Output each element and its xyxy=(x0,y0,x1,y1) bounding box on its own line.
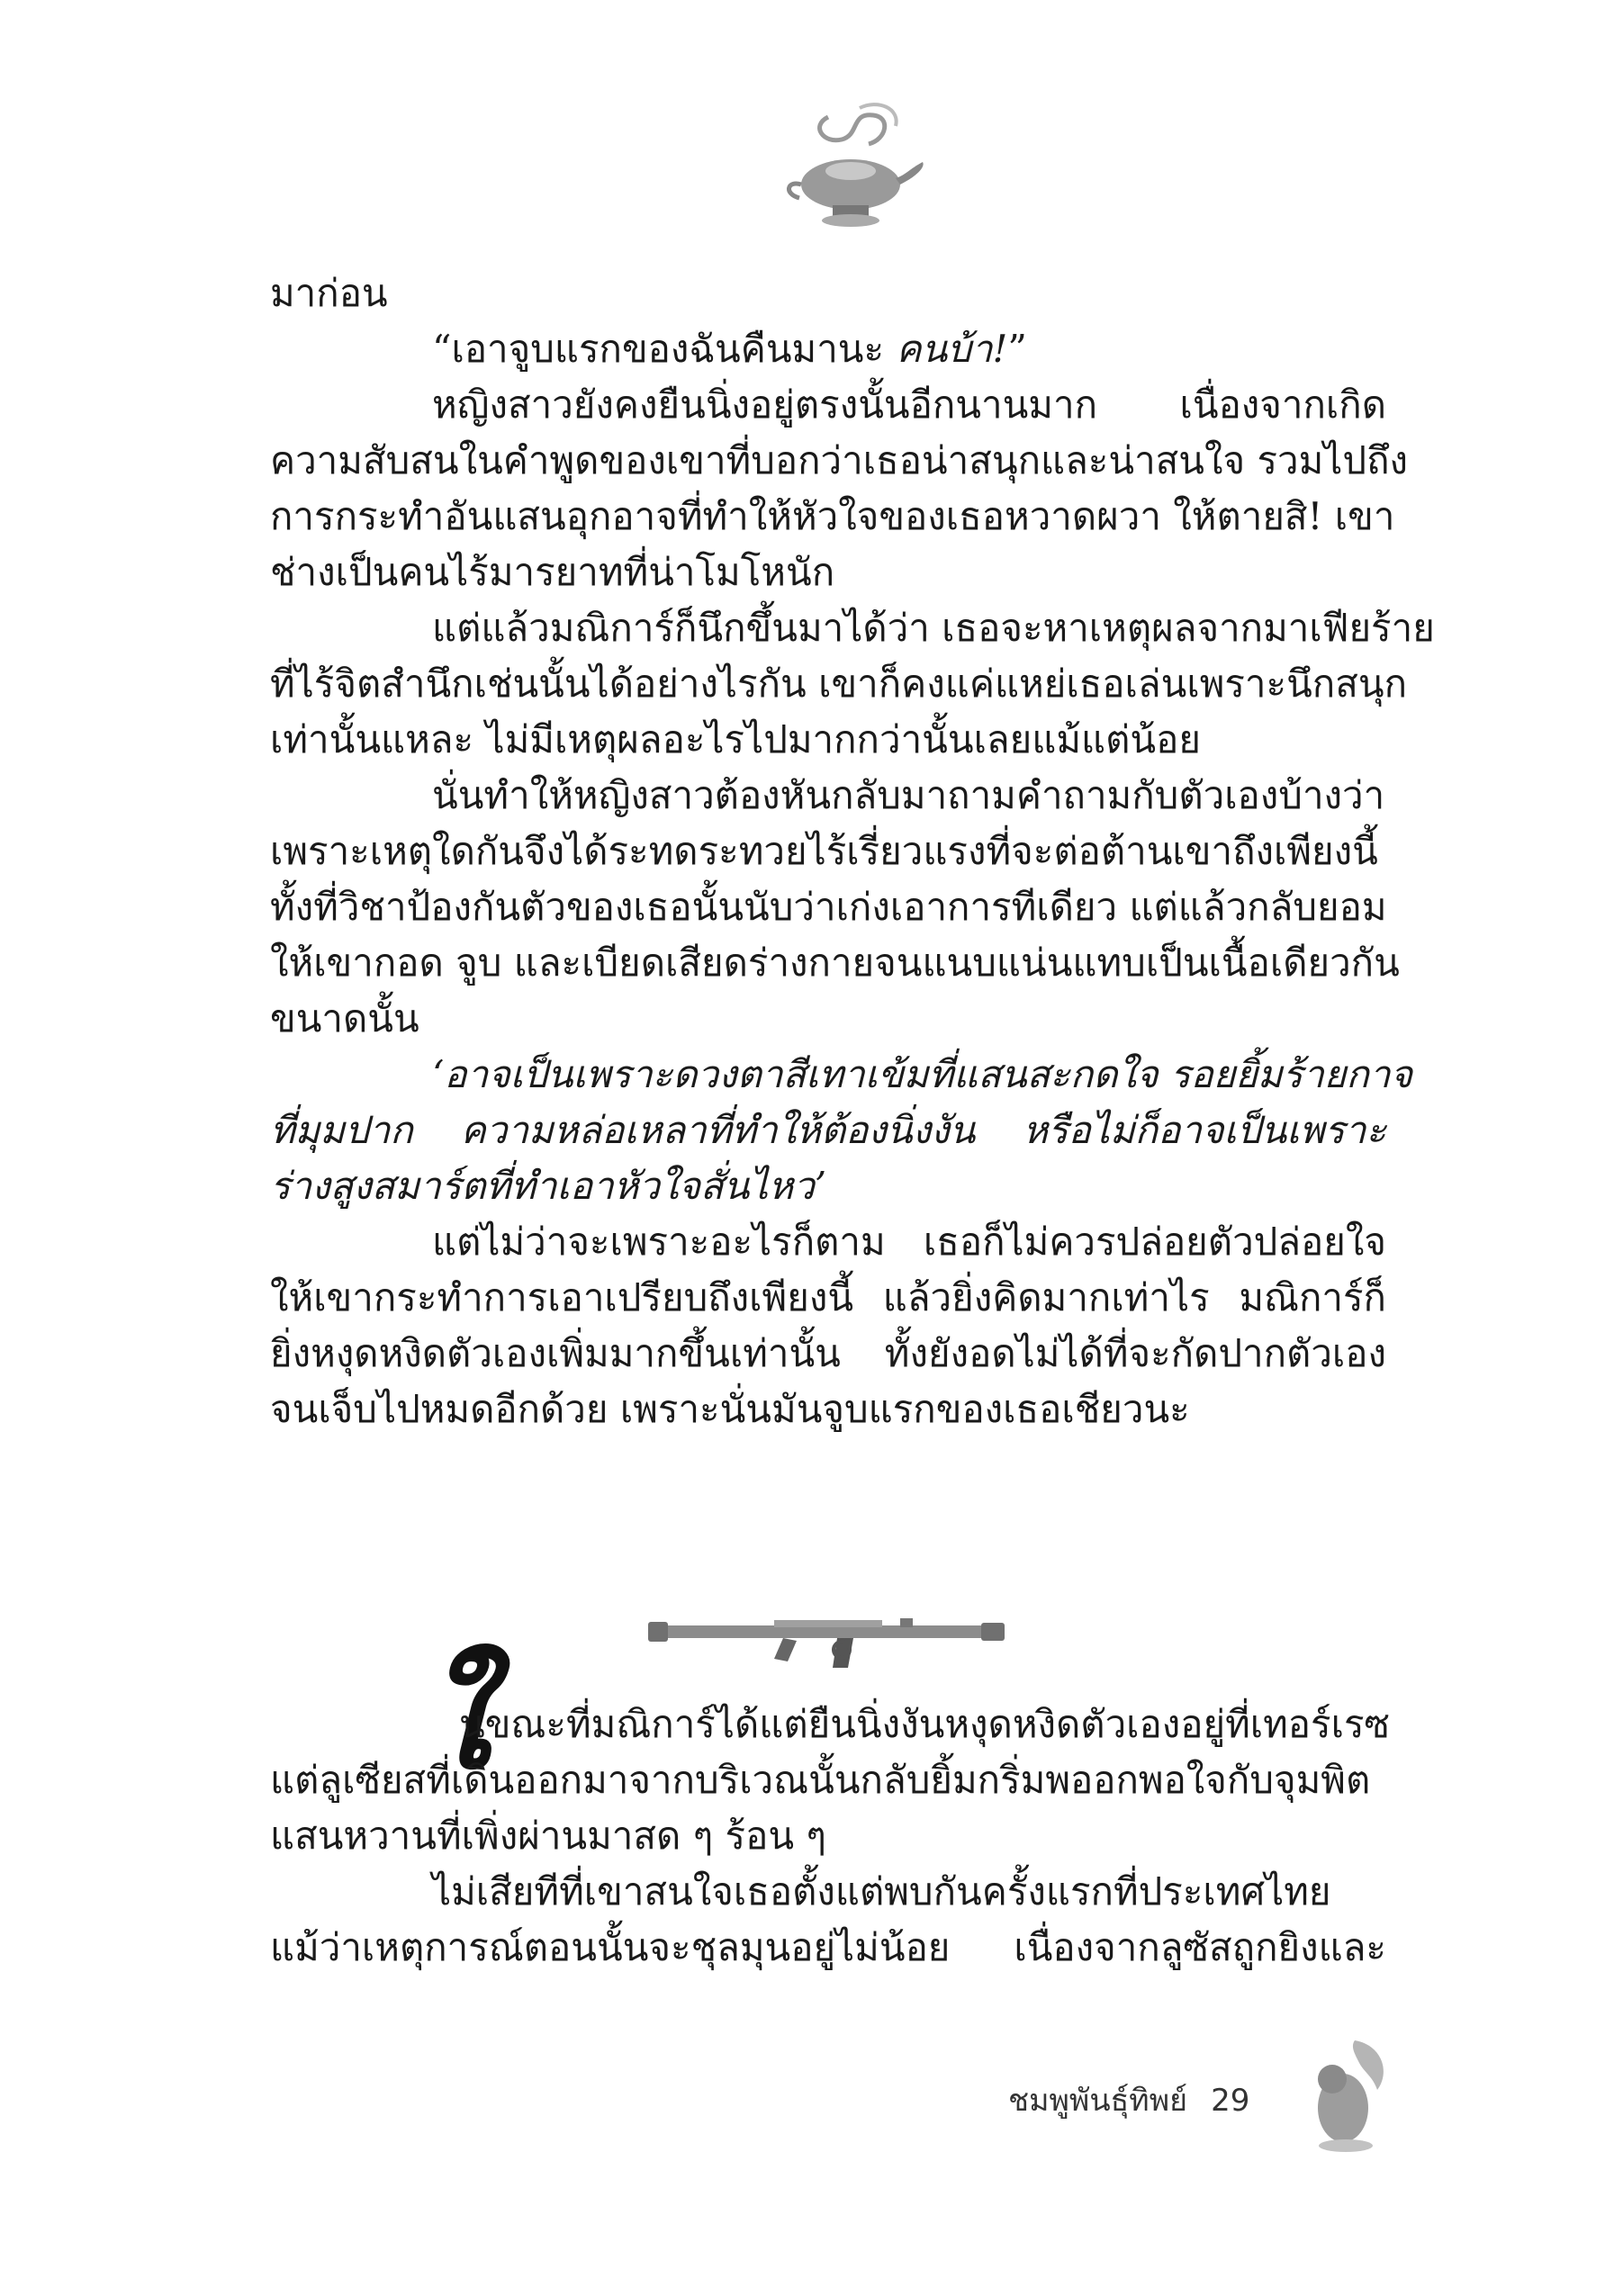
text-line: เท่านั้นแหละ ไม่มีเหตุผลอะไรไปมากกว่านั้นเลยแม้แต่น้อย xyxy=(270,717,1201,761)
squirrel-ornament xyxy=(1305,2036,1391,2153)
text-line: การกระทำอันแสนอุกอาจที่ทำให้หัวใจของเธอหวาดผวา ให้ตายสิ! เขา xyxy=(270,494,1395,538)
page-number: 29 xyxy=(1211,2083,1250,2119)
italic-text-line: ‘อาจเป็นเพราะดวงตาสีเทาเข้มที่แสนสะกดใจ รอยยิ้มร้ายกาจ xyxy=(432,1052,1413,1096)
italic-text-line: ที่มุมปาก ความหล่อเหลาที่ทำให้ต้องนิ่งงัน หรือไม่ก็อาจเป็นเพราะ xyxy=(270,1108,1386,1152)
text-line: นั่นทำให้หญิงสาวต้องหันกลับมาถามคำถามกับตัวเองบ้างว่า xyxy=(432,773,1385,817)
text-line: แม้ว่าเหตุการณ์ตอนนั้นจะชุลมุนอยู่ไม่น้อย เนื่องจากลูซัสถูกยิงและ xyxy=(270,1925,1386,1969)
book-title: ชมพูพันธุ์ทิพย์ xyxy=(1008,2083,1188,2119)
text-line: ให้เขากอด จูบ และเบียดเสียดร่างกายจนแนบแน่นแทบเป็นเนื้อเดียวกัน xyxy=(270,941,1400,985)
genie-lamp-ornament xyxy=(774,99,927,234)
text-line: ขนาดนั้น xyxy=(270,996,419,1040)
text-line: หญิงสาวยังคงยืนนิ่งอยู่ตรงนั้นอีกนานมาก เนื่องจากเกิด xyxy=(432,383,1386,427)
text-line xyxy=(270,321,1386,377)
text-line: ให้เขากระทำการเอาเปรียบถึงเพียงนี้ แล้วยิ่งคิดมากเท่าไร มณิการ์ก็ xyxy=(270,1275,1386,1319)
page-footer xyxy=(1008,2075,1249,2124)
bazooka-ornament xyxy=(648,1609,1008,1681)
text-line: ไม่เสียทีที่เขาสนใจเธอตั้งแต่พบกันครั้งแรกที่ประเทศไทย xyxy=(432,1869,1331,1913)
text-line: ยิ่งหงุดหงิดตัวเองเพิ่มมากขึ้นเท่านั้น ทั้งยังอดไม่ได้ที่จะกัดปากตัวเอง xyxy=(270,1331,1386,1375)
drop-cap: ใ xyxy=(423,1641,490,1799)
text-line: จนเจ็บไปหมดอีกด้วย เพราะนั่นมันจูบแรกของเธอเชียวนะ xyxy=(270,1387,1190,1431)
text-line: ทั้งที่วิชาป้องกันตัวของเธอนั้นนับว่าเก่งเอาการทีเดียว แต่แล้วกลับยอม xyxy=(270,885,1387,929)
text-line: แต่ไม่ว่าจะเพราะอะไรก็ตาม เธอก็ไม่ควรปล่อยตัวปล่อยใจ xyxy=(432,1220,1386,1264)
text-line: แต่แล้วมณิการ์ก็นึกขึ้นมาได้ว่า เธอจะหาเหตุผลจากมาเฟียร้าย xyxy=(432,606,1435,650)
dialogue-italic-text: คนบ้า! xyxy=(896,327,1008,371)
text-line: แสนหวานที่เพิ่งผ่านมาสด ๆ ร้อน ๆ xyxy=(270,1814,826,1858)
text-line: ช่างเป็นคนไร้มารยาทที่น่าโมโหนัก xyxy=(270,550,835,594)
text-line: นขณะที่มณิการ์ได้แต่ยืนนิ่งงันหงุดหงิดตัวเองอยู่ที่เทอร์เรซ xyxy=(459,1702,1391,1746)
dialogue-text: “เอาจูบแรกของฉันคืนมานะ xyxy=(432,327,897,371)
dialogue-close-quote: ” xyxy=(1007,327,1027,371)
text-line: ที่ไร้จิตสำนึกเช่นนั้นได้อย่างไรกัน เขาก็คงแค่แหย่เธอเล่นเพราะนึกสนุก xyxy=(270,662,1407,706)
text-line: มาก่อน xyxy=(270,271,388,315)
italic-text-line: ร่างสูงสมาร์ตที่ทำเอาหัวใจสั่นไหว’ xyxy=(270,1164,827,1208)
text-line: เพราะเหตุใดกันจึงได้ระทดระทวยไร้เรี่ยวแรงที่จะต่อต้านเขาถึงเพียงนี้ xyxy=(270,829,1378,873)
text-line: ความสับสนในคำพูดของเขาที่บอกว่าเธอน่าสนุกและน่าสนใจ รวมไปถึง xyxy=(270,438,1409,482)
text-line: แต่ลูเซียสที่เดินออกมาจากบริเวณนั้นกลับยิ้มกริ่มพออกพอใจกับจุมพิต xyxy=(270,1758,1371,1802)
